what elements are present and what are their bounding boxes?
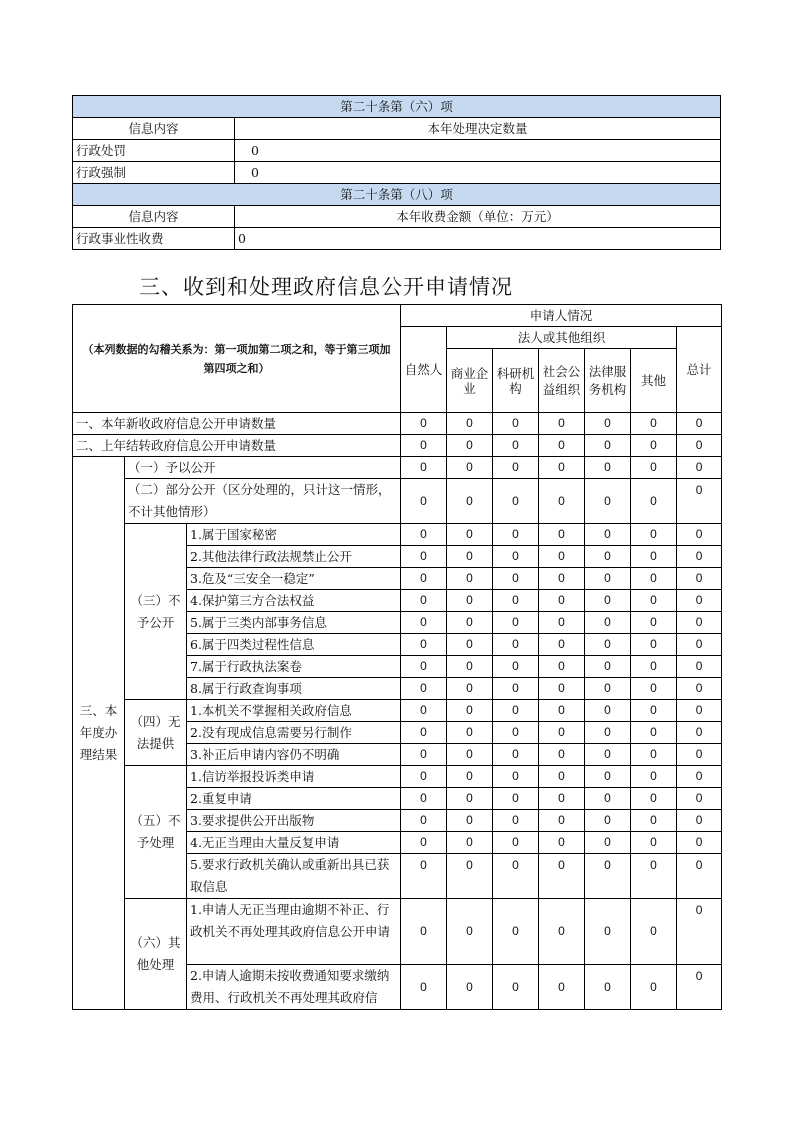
value-cell: 0: [447, 524, 493, 546]
value-cell: 0: [401, 546, 447, 568]
value-cell: 0: [493, 788, 539, 810]
value-cell: 0: [539, 766, 585, 788]
value-cell: 0: [493, 899, 539, 965]
row-value: 0: [235, 162, 721, 184]
value-cell: 0: [493, 810, 539, 832]
value-cell: 0: [493, 568, 539, 590]
value-cell: 0: [447, 656, 493, 678]
col-social-welfare: 社会公益组织: [539, 349, 585, 413]
value-cell: 0: [631, 700, 677, 722]
value-cell: 0: [401, 457, 447, 479]
value-cell: 0: [401, 656, 447, 678]
value-cell: 0: [401, 744, 447, 766]
row-label: 1.信访举报投诉类申请: [187, 766, 401, 788]
value-cell: 0: [447, 810, 493, 832]
value-cell: 0: [677, 612, 722, 634]
value-cell: 0: [585, 722, 631, 744]
value-cell: 0: [631, 590, 677, 612]
value-cell: 0: [401, 435, 447, 457]
value-cell: 0: [631, 788, 677, 810]
value-cell: 0: [493, 678, 539, 700]
row-label: 3.补正后申请内容仍不明确: [187, 744, 401, 766]
row-label: 5.属于三类内部事务信息: [187, 612, 401, 634]
value-cell: 0: [539, 832, 585, 854]
value-cell: 0: [585, 766, 631, 788]
value-cell: 0: [493, 744, 539, 766]
row-label: 2.其他法律行政法规禁止公开: [187, 546, 401, 568]
info-content-header: 信息内容: [73, 118, 235, 140]
value-cell: 0: [631, 435, 677, 457]
value-cell: 0: [585, 413, 631, 435]
value-cell: 0: [677, 546, 722, 568]
value-cell: 0: [493, 435, 539, 457]
value-cell: 0: [447, 700, 493, 722]
value-cell: 0: [447, 546, 493, 568]
value-cell: 0: [447, 479, 493, 524]
value-cell: 0: [401, 722, 447, 744]
value-cell: 0: [585, 899, 631, 965]
value-cell: 0: [447, 722, 493, 744]
row-label: 行政强制: [73, 162, 235, 184]
row-label: 一、本年新收政府信息公开申请数量: [73, 413, 401, 435]
row-label: 3.要求提供公开出版物: [187, 810, 401, 832]
result-group-label: 三、本年度办理结果: [73, 457, 125, 1010]
value-cell: 0: [401, 832, 447, 854]
value-cell: 0: [585, 546, 631, 568]
col-other: 其他: [631, 349, 677, 413]
row-label: 2.重复申请: [187, 788, 401, 810]
application-statistics-table: [72, 304, 722, 1010]
row-label: 1.申请人无正当理由逾期不补正、行政机关不再处理其政府信息公开申请: [187, 899, 401, 965]
value-cell: 0: [631, 634, 677, 656]
note-cell: （本列数据的勾稽关系为：第一项加第二项之和，等于第三项加第四项之和）: [73, 305, 401, 413]
value-cell: 0: [447, 744, 493, 766]
value-cell: 0: [539, 722, 585, 744]
value-cell: 0: [631, 899, 677, 965]
row-label: 1.本机关不掌握相关政府信息: [187, 700, 401, 722]
value-cell: 0: [677, 766, 722, 788]
value-cell: 0: [401, 612, 447, 634]
applicant-header: 申请人情况: [401, 305, 722, 327]
value-cell: 0: [631, 810, 677, 832]
legal-entity-header: 法人或其他组织: [447, 327, 677, 349]
value-cell: 0: [401, 810, 447, 832]
decision-count-header: 本年处理决定数量: [235, 118, 721, 140]
disclosure-table-article-20: [72, 95, 721, 250]
value-cell: 0: [401, 524, 447, 546]
value-cell: 0: [631, 656, 677, 678]
value-cell: 0: [677, 832, 722, 854]
value-cell: 0: [585, 435, 631, 457]
col-natural-person: 自然人: [401, 327, 447, 413]
value-cell: 0: [447, 678, 493, 700]
value-cell: 0: [447, 413, 493, 435]
value-cell: 0: [539, 854, 585, 899]
value-cell: 0: [493, 546, 539, 568]
value-cell: 0: [585, 590, 631, 612]
value-cell: 0: [585, 678, 631, 700]
value-cell: 0: [447, 854, 493, 899]
value-cell: 0: [539, 678, 585, 700]
value-cell: 0: [631, 722, 677, 744]
value-cell: 0: [677, 634, 722, 656]
value-cell: 0: [585, 568, 631, 590]
row-label: （一）予以公开: [125, 457, 401, 479]
value-cell: 0: [493, 634, 539, 656]
value-cell: 0: [493, 832, 539, 854]
row-label: （二）部分公开（区分处理的，只计这一情形，不计其他情形）: [125, 479, 401, 524]
group-label: （四）无法提供: [125, 700, 187, 766]
value-cell: 0: [631, 546, 677, 568]
value-cell: 0: [401, 678, 447, 700]
col-legal-service: 法律服务机构: [585, 349, 631, 413]
col-total: 总计: [677, 327, 722, 413]
value-cell: 0: [447, 832, 493, 854]
value-cell: 0: [539, 700, 585, 722]
row-label: 4.无正当理由大量反复申请: [187, 832, 401, 854]
group-label: （三）不予公开: [125, 524, 187, 700]
row-label: 3.危及“三安全一稳定”: [187, 568, 401, 590]
value-cell: 0: [493, 413, 539, 435]
group-label: （五）不予处理: [125, 766, 187, 899]
value-cell: 0: [493, 479, 539, 524]
row-label: 4.保护第三方合法权益: [187, 590, 401, 612]
value-cell: 0: [585, 700, 631, 722]
value-cell: 0: [677, 590, 722, 612]
value-cell: 0: [401, 965, 447, 1010]
value-cell: 0: [677, 788, 722, 810]
value-cell: 0: [585, 634, 631, 656]
value-cell: 0: [539, 744, 585, 766]
value-cell: 0: [401, 568, 447, 590]
value-cell: 0: [539, 435, 585, 457]
value-cell: 0: [539, 413, 585, 435]
row-label: 二、上年结转政府信息公开申请数量: [73, 435, 401, 457]
value-cell: 0: [585, 965, 631, 1010]
value-cell: 0: [677, 854, 722, 899]
value-cell: 0: [631, 766, 677, 788]
value-cell: 0: [539, 524, 585, 546]
section-header-20-8: 第二十条第（八）项: [73, 184, 721, 206]
value-cell: 0: [493, 524, 539, 546]
value-cell: 0: [585, 832, 631, 854]
value-cell: 0: [631, 524, 677, 546]
section-title: 三、收到和处理政府信息公开申请情况: [139, 275, 513, 299]
value-cell: 0: [401, 899, 447, 965]
value-cell: 0: [539, 899, 585, 965]
value-cell: 0: [447, 899, 493, 965]
row-value: 0: [235, 140, 721, 162]
value-cell: 0: [631, 568, 677, 590]
value-cell: 0: [631, 479, 677, 524]
value-cell: 0: [631, 965, 677, 1010]
row-label: 6.属于四类过程性信息: [187, 634, 401, 656]
value-cell: 0: [677, 479, 722, 524]
row-label: 2.没有现成信息需要另行制作: [187, 722, 401, 744]
value-cell: 0: [585, 656, 631, 678]
value-cell: 0: [585, 524, 631, 546]
group-label: （六）其他处理: [125, 899, 187, 1010]
value-cell: 0: [631, 457, 677, 479]
value-cell: 0: [401, 634, 447, 656]
value-cell: 0: [677, 678, 722, 700]
value-cell: 0: [677, 722, 722, 744]
value-cell: 0: [401, 766, 447, 788]
value-cell: 0: [677, 435, 722, 457]
value-cell: 0: [447, 965, 493, 1010]
value-cell: 0: [677, 810, 722, 832]
value-cell: 0: [539, 590, 585, 612]
row-value: 0: [235, 228, 721, 250]
value-cell: 0: [539, 457, 585, 479]
row-label: 行政事业性收费: [73, 228, 235, 250]
row-label: 8.属于行政查询事项: [187, 678, 401, 700]
value-cell: 0: [447, 766, 493, 788]
value-cell: 0: [401, 700, 447, 722]
value-cell: 0: [677, 744, 722, 766]
row-label: 7.属于行政执法案卷: [187, 656, 401, 678]
value-cell: 0: [677, 413, 722, 435]
col-research: 科研机构: [493, 349, 539, 413]
row-label: 行政处罚: [73, 140, 235, 162]
value-cell: 0: [539, 546, 585, 568]
section-header-20-6: 第二十条第（六）项: [73, 96, 721, 118]
value-cell: 0: [493, 700, 539, 722]
value-cell: 0: [539, 965, 585, 1010]
value-cell: 0: [447, 634, 493, 656]
value-cell: 0: [677, 899, 722, 965]
info-content-header: 信息内容: [73, 206, 235, 228]
value-cell: 0: [585, 612, 631, 634]
row-label: 1.属于国家秘密: [187, 524, 401, 546]
value-cell: 0: [493, 965, 539, 1010]
value-cell: 0: [539, 634, 585, 656]
value-cell: 0: [585, 457, 631, 479]
value-cell: 0: [401, 479, 447, 524]
value-cell: 0: [447, 435, 493, 457]
value-cell: 0: [585, 810, 631, 832]
value-cell: 0: [493, 612, 539, 634]
value-cell: 0: [493, 766, 539, 788]
value-cell: 0: [677, 656, 722, 678]
value-cell: 0: [677, 457, 722, 479]
value-cell: 0: [447, 457, 493, 479]
value-cell: 0: [539, 810, 585, 832]
value-cell: 0: [585, 788, 631, 810]
value-cell: 0: [539, 612, 585, 634]
value-cell: 0: [585, 854, 631, 899]
value-cell: 0: [631, 612, 677, 634]
value-cell: 0: [447, 568, 493, 590]
value-cell: 0: [447, 788, 493, 810]
value-cell: 0: [447, 612, 493, 634]
value-cell: 0: [447, 590, 493, 612]
value-cell: 0: [631, 413, 677, 435]
value-cell: 0: [631, 744, 677, 766]
value-cell: 0: [493, 590, 539, 612]
col-business: 商业企业: [447, 349, 493, 413]
value-cell: 0: [677, 524, 722, 546]
value-cell: 0: [677, 700, 722, 722]
value-cell: 0: [401, 413, 447, 435]
value-cell: 0: [631, 832, 677, 854]
value-cell: 0: [493, 457, 539, 479]
value-cell: 0: [539, 788, 585, 810]
value-cell: 0: [677, 965, 722, 1010]
value-cell: 0: [585, 744, 631, 766]
value-cell: 0: [401, 854, 447, 899]
row-label: 5.要求行政机关确认或重新出具已获取信息: [187, 854, 401, 899]
fee-amount-header: 本年收费金额（单位：万元）: [235, 206, 721, 228]
value-cell: 0: [539, 479, 585, 524]
value-cell: 0: [631, 854, 677, 899]
value-cell: 0: [401, 590, 447, 612]
value-cell: 0: [493, 854, 539, 899]
value-cell: 0: [585, 479, 631, 524]
value-cell: 0: [631, 678, 677, 700]
value-cell: 0: [493, 656, 539, 678]
value-cell: 0: [539, 656, 585, 678]
value-cell: 0: [493, 722, 539, 744]
row-label: 2.申请人逾期未按收费通知要求缴纳费用、行政机关不再处理其政府信: [187, 965, 401, 1010]
value-cell: 0: [539, 568, 585, 590]
value-cell: 0: [401, 788, 447, 810]
value-cell: 0: [677, 568, 722, 590]
